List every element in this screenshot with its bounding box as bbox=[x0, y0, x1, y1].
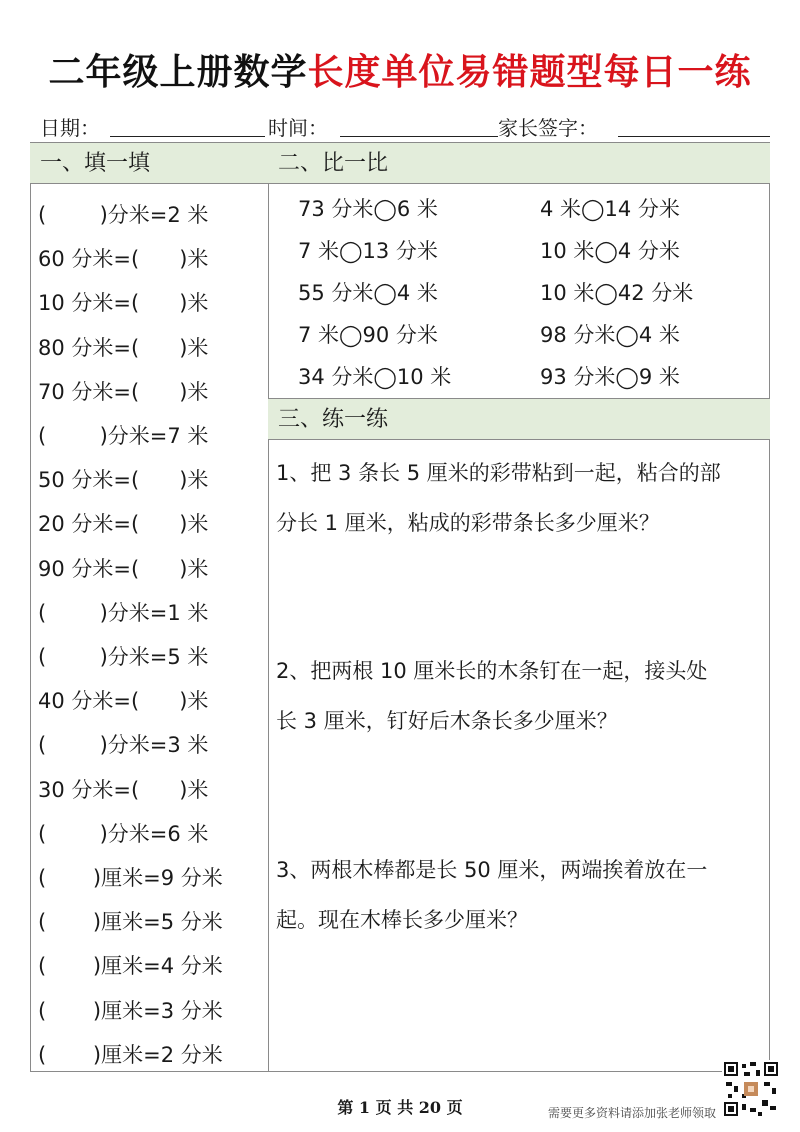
compare-item[interactable]: 98 分米◯4 米 bbox=[540, 323, 680, 347]
fill-in-item[interactable]: ( )分米=6 米 bbox=[38, 821, 209, 846]
word-problem-line: 3、两根木棒都是长 50 厘米，两端挨着放在一 bbox=[276, 858, 708, 882]
fill-in-item[interactable]: 80 分米=( )米 bbox=[38, 335, 209, 360]
word-problem-line: 1、把 3 条长 5 厘米的彩带粘到一起，粘合的部 bbox=[276, 461, 721, 485]
fill-in-item[interactable]: 90 分米=( )米 bbox=[38, 556, 209, 581]
fill-in-item[interactable]: ( )分米=1 米 bbox=[38, 600, 209, 625]
fill-in-item[interactable]: ( )厘米=5 分米 bbox=[38, 910, 223, 935]
fill-in-item[interactable]: 60 分米=( )米 bbox=[38, 247, 209, 272]
fill-in-item[interactable]: ( )分米=3 米 bbox=[38, 733, 209, 758]
compare-item[interactable]: 7 米◯90 分米 bbox=[298, 323, 438, 347]
date-label: 日期： bbox=[40, 116, 100, 140]
fill-in-item[interactable]: 70 分米=( )米 bbox=[38, 379, 209, 404]
time-label: 时间： bbox=[268, 116, 328, 140]
frame-bottom-right bbox=[268, 1071, 770, 1072]
page-number: 第 1 页 共 20 页 bbox=[337, 1098, 463, 1117]
word-problem-line: 分长 1 厘米，粘成的彩带条长多少厘米？ bbox=[276, 511, 660, 535]
footer-note: 需要更多资料请添加张老师领取 bbox=[548, 1106, 717, 1120]
fill-in-item[interactable]: ( )分米=7 米 bbox=[38, 424, 209, 448]
compare-item[interactable]: 93 分米◯9 米 bbox=[540, 365, 680, 389]
fill-in-item[interactable]: ( )厘米=4 分米 bbox=[38, 954, 223, 979]
fill-in-item[interactable]: 40 分米=( )米 bbox=[38, 689, 209, 714]
title-part-grade: 二年级上册数学 bbox=[48, 51, 308, 93]
section3-heading: 三、练一练 bbox=[268, 398, 770, 440]
info-row bbox=[40, 112, 770, 142]
page-title bbox=[0, 44, 800, 95]
fill-in-item[interactable]: ( )分米=2 米 bbox=[38, 203, 209, 227]
word-problem bbox=[276, 845, 766, 945]
fill-in-item[interactable]: ( )厘米=3 分米 bbox=[38, 998, 223, 1023]
parent-signature-label: 家长签字： bbox=[498, 116, 598, 140]
compare-item[interactable]: 55 分米◯4 米 bbox=[298, 281, 438, 305]
time-field[interactable] bbox=[340, 136, 498, 137]
qr-code bbox=[722, 1060, 780, 1118]
compare-item[interactable]: 73 分米◯6 米 bbox=[298, 197, 438, 221]
compare-item[interactable]: 7 米◯13 分米 bbox=[298, 239, 438, 263]
fill-in-item[interactable]: ( )厘米=2 分米 bbox=[38, 1042, 223, 1067]
title-part-topic: 长度单位易错题型每日一练 bbox=[307, 51, 752, 93]
parent-signature-field[interactable] bbox=[618, 136, 770, 137]
fill-in-item[interactable]: ( )分米=5 米 bbox=[38, 645, 209, 669]
compare-item[interactable]: 10 米◯4 分米 bbox=[540, 239, 680, 263]
column-divider bbox=[268, 142, 269, 1072]
fill-in-item[interactable]: 10 分米=( )米 bbox=[38, 291, 209, 316]
fill-in-item[interactable]: 50 分米=( )米 bbox=[38, 468, 209, 493]
fill-in-item[interactable]: 20 分米=( )米 bbox=[38, 512, 209, 537]
frame-bottom-left bbox=[30, 1071, 270, 1072]
compare-item[interactable]: 4 米◯14 分米 bbox=[540, 197, 680, 221]
compare-item[interactable]: 10 米◯42 分米 bbox=[540, 281, 694, 305]
word-problem-line: 长 3 厘米，钉好后木条长多少厘米？ bbox=[276, 709, 618, 733]
word-problem-line: 2、把两根 10 厘米长的木条钉在一起，接头处 bbox=[276, 659, 708, 683]
frame-left-border bbox=[30, 142, 31, 1072]
fill-in-item[interactable]: ( )厘米=9 分米 bbox=[38, 866, 223, 890]
word-problem bbox=[276, 646, 766, 746]
word-problem-line: 起。现在木棒长多少厘米？ bbox=[276, 908, 528, 932]
frame-right-border bbox=[769, 142, 770, 1072]
section2-heading: 二、比一比 bbox=[268, 142, 770, 184]
fill-in-item[interactable]: 30 分米=( )米 bbox=[38, 777, 209, 802]
date-field[interactable] bbox=[110, 136, 265, 137]
word-problem bbox=[276, 448, 766, 548]
compare-item[interactable]: 34 分米◯10 米 bbox=[298, 365, 452, 389]
section1-heading: 一、填一填 bbox=[30, 142, 269, 184]
